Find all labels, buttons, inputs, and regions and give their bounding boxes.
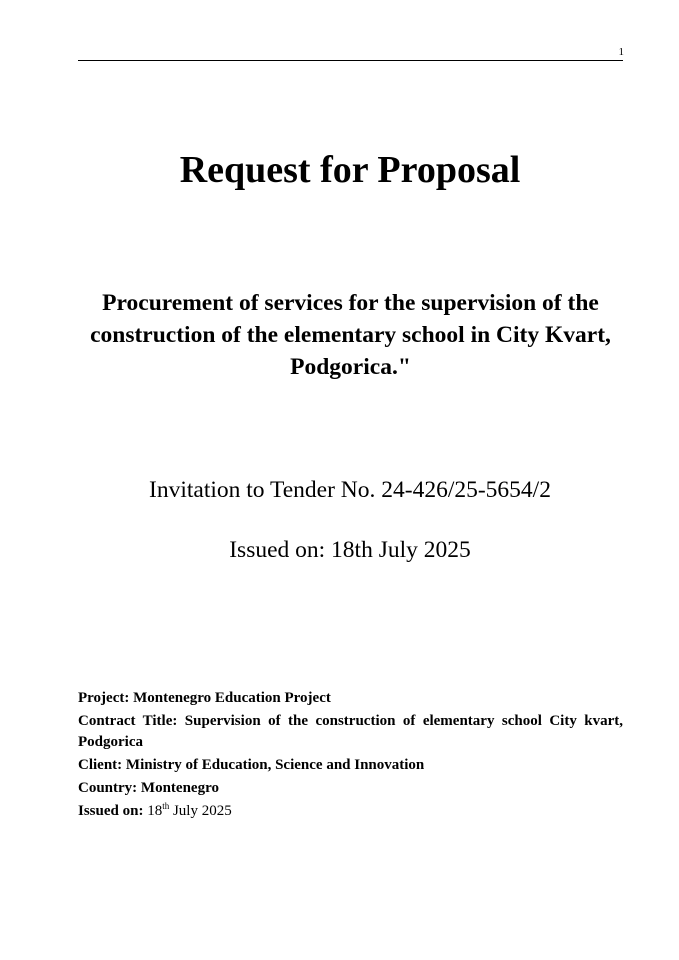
header-rule: [78, 60, 623, 61]
issued-month-year: July 2025: [172, 803, 232, 819]
issued-day: 18: [147, 803, 163, 819]
country-line: Country: Montenegro: [78, 780, 219, 796]
page-number: 1: [618, 46, 624, 58]
contract-title-line: Contract Title: Supervision of the construction of elementary school City kvart, Podgorica: [78, 713, 623, 750]
procurement-subtitle: Procurement of services for the supervision of the construction of the elementary school in City Kvart, Podgorica.": [90, 290, 611, 380]
tender-number: Invitation to Tender No. 24-426/25-5654/2: [149, 477, 551, 503]
issued-day-suffix: th: [162, 801, 170, 811]
details-block: [78, 688, 623, 824]
issued-date-heading: Issued on: 18th July 2025: [229, 537, 471, 563]
client-line: Client: Ministry of Education, Science and Innovation: [78, 757, 425, 773]
issued-line: [78, 801, 623, 822]
document-title: Request for Proposal: [179, 149, 521, 191]
project-line: Project: Montenegro Education Project: [78, 690, 331, 706]
issued-label: Issued on:: [78, 803, 144, 819]
